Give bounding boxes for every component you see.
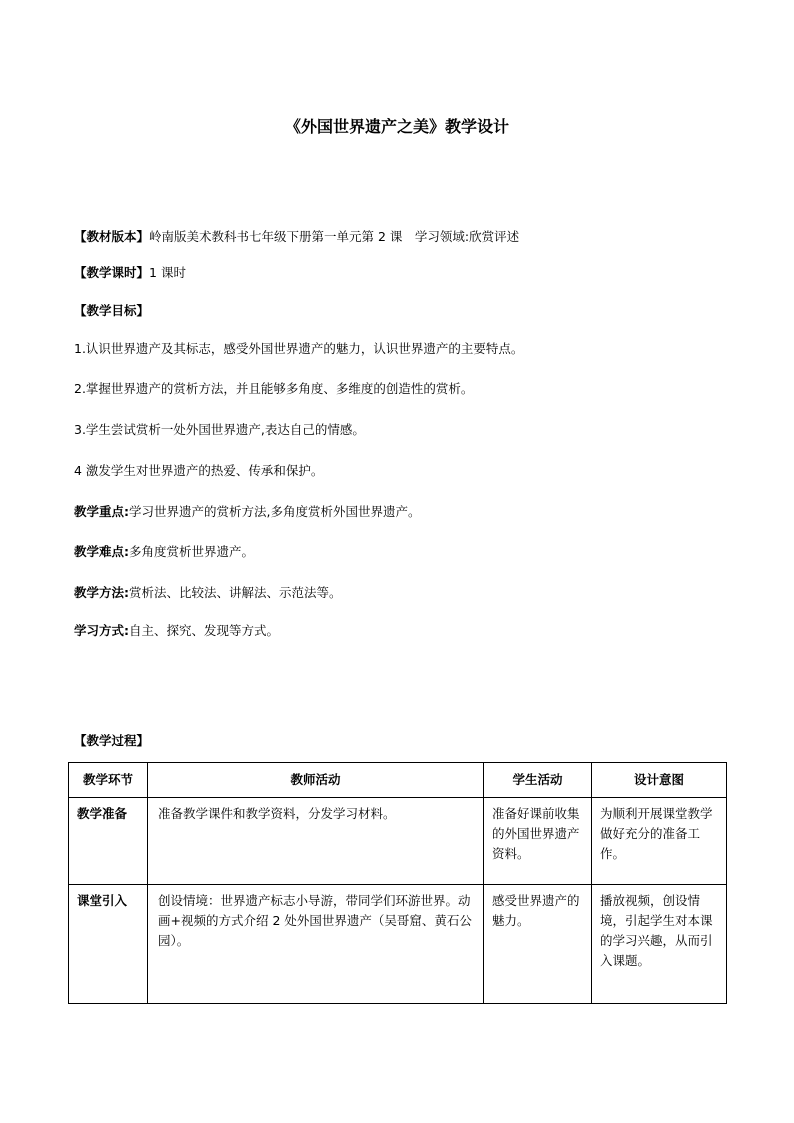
focus-label: 教学重点: — [74, 504, 129, 519]
goal-item: 2.掌握世界遗产的赏析方法，并且能够多角度、多维度的创造性的赏析。 — [74, 381, 474, 396]
header-stage: 教学环节 — [69, 763, 148, 798]
goal-item: 1.认识世界遗产及其标志，感受外国世界遗产的魅力，认识世界遗产的主要特点。 — [74, 341, 524, 356]
textbook-line — [74, 228, 519, 246]
header-teacher: 教师活动 — [148, 763, 484, 798]
hours-line — [74, 264, 186, 282]
table-row — [69, 885, 727, 1004]
cell-stage: 课堂引入 — [69, 885, 148, 1004]
learning-value: 自主、探究、发现等方式。 — [129, 623, 280, 638]
learning-line — [74, 622, 279, 640]
hours-value: 1 课时 — [149, 265, 186, 280]
textbook-label: 【教材版本】 — [74, 229, 150, 244]
cell-student: 感受世界遗产的魅力。 — [484, 885, 592, 1004]
goal-item: 3.学生尝试赏析一处外国世界遗产,表达自己的情感。 — [74, 422, 365, 437]
goal-item: 4 激发学生对世界遗产的热爱、传承和保护。 — [74, 463, 324, 478]
header-intent: 设计意图 — [592, 763, 727, 798]
cell-student: 准备好课前收集的外国世界遗产资料。 — [484, 798, 592, 885]
cell-teacher: 准备教学课件和教学资料，分发学习材料。 — [148, 798, 484, 885]
table-row — [69, 798, 727, 885]
cell-stage: 教学准备 — [69, 798, 148, 885]
methods-line — [74, 584, 342, 602]
difficulty-label: 教学难点: — [74, 544, 129, 559]
process-heading: 【教学过程】 — [74, 733, 150, 748]
goals-heading: 【教学目标】 — [74, 303, 150, 318]
process-table — [68, 762, 727, 1004]
page-title: 《外国世界遗产之美》教学设计 — [284, 117, 509, 136]
header-student: 学生活动 — [484, 763, 592, 798]
cell-intent: 播放视频，创设情境，引起学生对本课的学习兴趣，从而引入课题。 — [592, 885, 727, 1004]
focus-value: 学习世界遗产的赏析方法,多角度赏析外国世界遗产。 — [129, 504, 421, 519]
difficulty-value: 多角度赏析世界遗产。 — [129, 544, 255, 559]
difficulty-line — [74, 543, 254, 561]
methods-label: 教学方法: — [74, 585, 129, 600]
hours-label: 【教学课时】 — [74, 265, 150, 280]
textbook-value: 岭南版美术教科书七年级下册第一单元第 2 课 学习领域:欣赏评述 — [149, 229, 520, 244]
table-header-row — [69, 763, 727, 798]
methods-value: 赏析法、比较法、讲解法、示范法等。 — [129, 585, 342, 600]
learning-label: 学习方式: — [74, 623, 129, 638]
cell-teacher: 创设情境：世界遗产标志小导游，带同学们环游世界。动画+视频的方式介绍 2 处外国世界遗产（吴哥窟、黄石公园）。 — [148, 885, 484, 1004]
cell-intent: 为顺利开展课堂教学做好充分的准备工作。 — [592, 798, 727, 885]
focus-line — [74, 503, 420, 521]
